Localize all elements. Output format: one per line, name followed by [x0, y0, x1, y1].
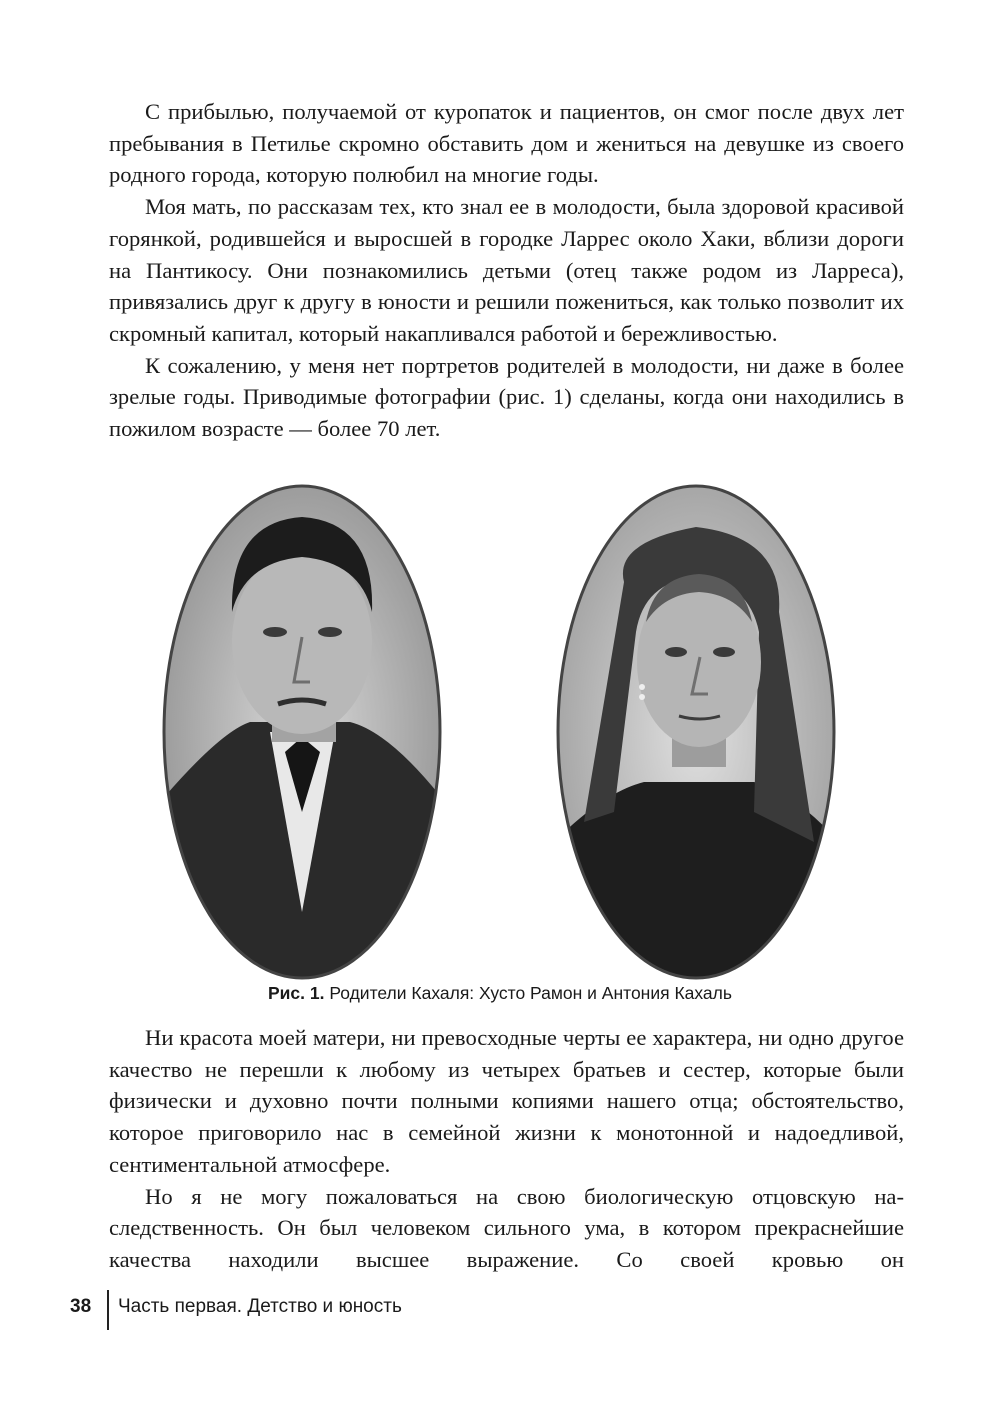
footer-divider	[107, 1290, 109, 1330]
figure-caption	[0, 983, 1000, 1004]
paragraph: К сожалению, у меня нет портретов родителей в молодости, ни даже в более зрелые годы. Приводимые фотографии (рис. 1) сделаны, когда они находились в пожилом возрасте — более 70 лет.	[109, 352, 904, 442]
portrait-father-photo	[160, 482, 445, 982]
running-head: Часть первая. Детство и юность	[118, 1296, 402, 1317]
paragraph: Моя мать, по рассказам тех, кто знал ее в молодости, была здоровой красивой горянкой, родившейся и выросшей в городке Ларрес около Хаки, вблизи дороги на Пантикосу. Они познакомились детьми (отец также родом из Ларреса), привязались друг к другу в юности и решили пожениться, как только позволит их скромный капитал, который накапливался работой и бережливостью.	[109, 194, 904, 346]
page-number: 38	[70, 1296, 92, 1317]
paragraph: Но я не могу пожаловаться на свою биологическую отцовскую наследственность. Он был человеком сильного ума, в котором прекраснейшие качества находили высшее выражение. Со своей кровью он	[109, 1183, 904, 1272]
caption-label: Рис. 1.	[268, 983, 325, 1003]
paragraph: С прибылью, получаемой от куропаток и пациентов, он смог после двух лет пребывания в Петилье скромно обставить дом и жениться на девушке из своего родного города, которую полюбил на многие годы.	[109, 99, 904, 188]
body-text-bottom	[109, 1022, 904, 1276]
paragraph: Ни красота моей матери, ни превосходные черты ее характера, ни одно другое качество не перешли к любому из четырех братьев и сестер, которые были физически и духовно почти полными копиями нашего отца; обстоятельство, которое приговорило нас в семейной жизни к монотонной и надоедливой, сентиментальной атмосфере.	[109, 1025, 904, 1177]
body-text-top	[109, 96, 904, 445]
caption-text: Родители Кахаля: Хусто Рамон и Антония Кахаль	[324, 983, 732, 1003]
figure-photographs	[0, 482, 1000, 994]
portrait-mother-photo	[554, 482, 839, 982]
